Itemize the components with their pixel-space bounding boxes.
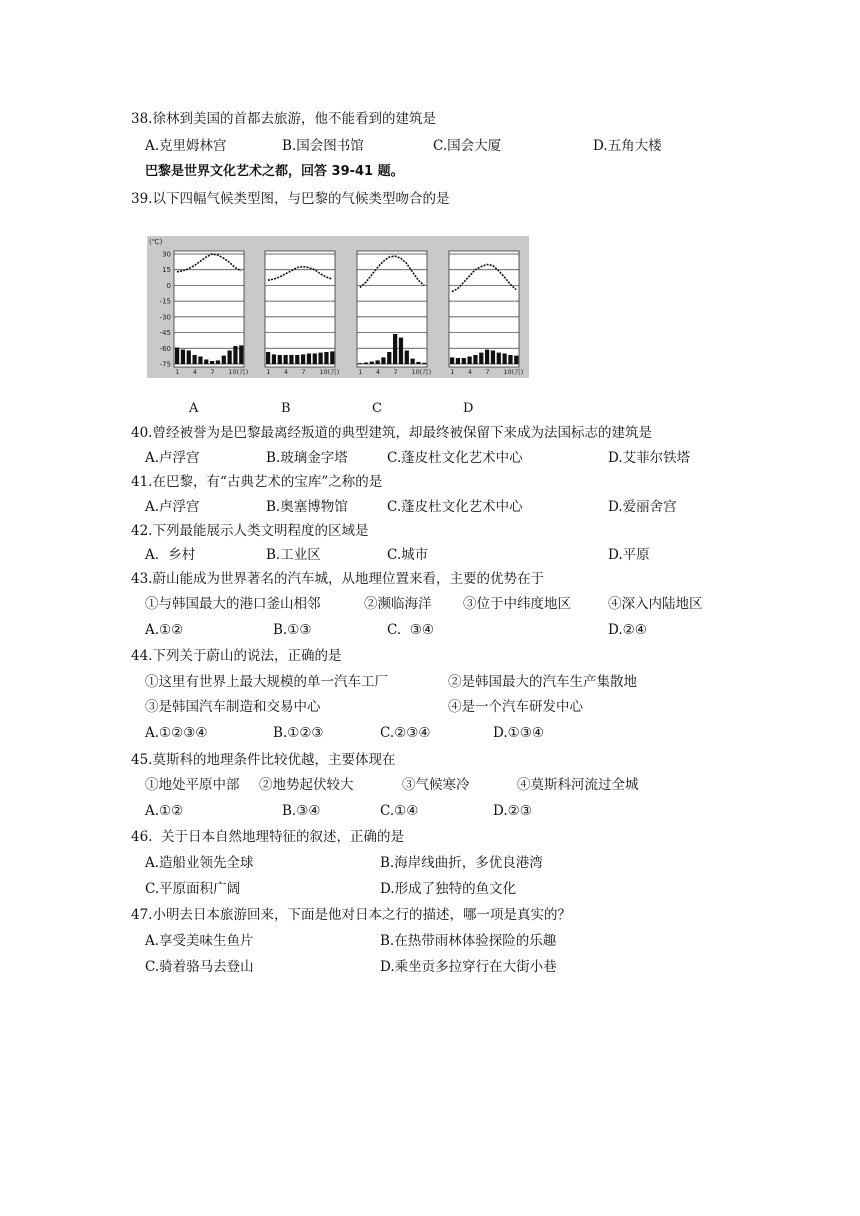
q45-item-4: ④莫斯科河流过全城 <box>517 777 639 793</box>
precip-bar <box>278 355 282 364</box>
question-40-stem: 40.曾经被誉为是巴黎最离经叛道的典型建筑，却最终被保留下来成为法国标志的建筑是 <box>131 425 652 441</box>
q38-option-c: C.国会大厦 <box>433 138 502 154</box>
y-tick-label: -30 <box>159 313 171 322</box>
precip-bar <box>284 355 288 364</box>
precip-bar <box>295 355 299 364</box>
y-tick-label: -75 <box>159 360 171 369</box>
question-45-stem: 45.莫斯科的地理条件比较优越，主要体现在 <box>131 752 396 768</box>
precip-bar <box>468 357 472 365</box>
x-tick-label: 7 <box>393 368 398 376</box>
x-tick-label: 4 <box>375 368 381 376</box>
precip-bar <box>508 355 512 364</box>
q47-option-b: B.在热带雨林体验探险的乐趣 <box>380 933 557 949</box>
q46-option-c: C.平原面积广阔 <box>145 881 241 897</box>
q45-option-a: A.①② <box>145 803 184 819</box>
precip-bar <box>497 353 501 364</box>
q41-option-d: D.爱丽舍宫 <box>608 499 677 515</box>
precip-bar <box>330 351 334 364</box>
precip-bar <box>491 351 495 365</box>
precip-bar <box>358 363 362 364</box>
question-39-stem: 39.以下四幅气候类型图，与巴黎的气候类型吻合的是 <box>131 191 450 207</box>
precip-bar <box>204 360 208 365</box>
precip-bar <box>473 355 477 364</box>
chart-panel-d <box>449 251 519 367</box>
q44-item-3: ③是韩国汽车制造和交易中心 <box>145 699 321 715</box>
q46-option-b: B.海岸线曲折，多优良港湾 <box>380 855 543 871</box>
y-tick-label: 0 <box>166 281 171 290</box>
precip-bar <box>175 348 179 365</box>
precip-bar <box>210 361 214 364</box>
precip-bar <box>181 350 185 364</box>
precip-bar <box>364 363 368 365</box>
x-tick-label: 10(月) <box>319 368 340 376</box>
precip-bar <box>485 350 489 364</box>
precip-bar <box>376 360 380 364</box>
precip-bar <box>422 363 426 364</box>
q47-option-a: A.享受美味生鱼片 <box>145 933 254 949</box>
q40-option-c: C.蓬皮杜文化艺术中心 <box>387 450 523 466</box>
precip-bar <box>387 352 391 364</box>
y-tick-label: -15 <box>159 297 171 306</box>
x-tick-label: 4 <box>283 368 289 376</box>
y-tick-label: 15 <box>162 266 171 275</box>
q43-item-2: ②濒临海洋 <box>364 596 432 612</box>
q44-option-d: D.①③④ <box>493 725 544 741</box>
chart-label-b: B <box>281 401 291 416</box>
x-tick-label: 10(月) <box>228 368 249 376</box>
precip-bar <box>411 359 415 364</box>
chart-panel-c <box>357 251 427 367</box>
q43-item-1: ①与韩国最大的港口釜山相邻 <box>145 596 321 612</box>
precip-bar <box>456 358 460 364</box>
precip-bar <box>222 356 226 364</box>
precip-bar <box>239 345 243 364</box>
precip-bar <box>228 351 232 365</box>
q41-option-a: A.卢浮宫 <box>145 499 200 515</box>
q38-option-b: B.国会图书馆 <box>282 138 364 154</box>
precip-bar <box>301 354 305 364</box>
question-47-stem: 47.小明去日本旅游回来，下面是他对日本之行的描述，哪一项是真实的？ <box>131 907 571 923</box>
y-tick-label: -60 <box>159 344 171 353</box>
q46-option-d: D.形成了独特的鱼文化 <box>380 881 517 897</box>
question-41-stem: 41.在巴黎，有“古典艺术的宝库”之称的是 <box>131 474 383 490</box>
q47-option-c: C.骑着骆马去登山 <box>145 959 254 975</box>
precip-bar <box>324 352 328 364</box>
precip-bar <box>399 338 403 364</box>
q40-option-d: D.艾菲尔铁塔 <box>608 450 691 466</box>
chart-label-a: A <box>189 401 199 416</box>
q45-item-2: ②地势起伏较大 <box>259 777 354 793</box>
q44-option-c: C.②③④ <box>380 725 431 741</box>
precip-bar <box>198 357 202 365</box>
q41-option-c: C.蓬皮杜文化艺术中心 <box>387 499 523 515</box>
y-axis-unit: (℃) <box>149 238 163 246</box>
x-tick-label: 1 <box>358 368 363 376</box>
chart-label-d: D <box>463 401 474 416</box>
chart-panel-b <box>265 251 335 367</box>
q45-option-d: D.②③ <box>493 803 532 819</box>
paris-intro: 巴黎是世界文化艺术之都，回答 39-41 题。 <box>145 164 404 179</box>
q43-option-c: C. ③④ <box>387 622 434 638</box>
precip-bar <box>307 354 311 365</box>
x-tick-label: 7 <box>210 368 215 376</box>
precip-bar <box>479 353 483 364</box>
question-43-stem: 43.蔚山能成为世界著名的汽车城，从地理位置来看，主要的优势在于 <box>131 571 544 587</box>
chart-label-c: C <box>372 401 382 416</box>
x-tick-label: 4 <box>192 368 198 376</box>
q43-option-b: B.①③ <box>273 622 312 638</box>
precip-bar <box>416 362 420 364</box>
q40-option-a: A.卢浮宫 <box>145 450 200 466</box>
precip-bar <box>405 351 409 365</box>
question-46-stem: 46. 关于日本自然地理特征的叙述，正确的是 <box>131 829 405 845</box>
precip-bar <box>393 334 397 364</box>
precip-bar <box>503 354 507 365</box>
climate-charts <box>147 236 529 378</box>
x-tick-label: 1 <box>266 368 271 376</box>
q42-option-c: C.城市 <box>387 547 429 563</box>
q45-option-c: C.①④ <box>380 803 419 819</box>
precip-bar <box>381 357 385 364</box>
precip-bar <box>272 354 276 364</box>
question-42-stem: 42.下列最能展示人类文明程度的区域是 <box>131 523 369 539</box>
q44-option-a: A.①②③④ <box>145 725 208 741</box>
q43-item-3: ③位于中纬度地区 <box>463 596 571 612</box>
q45-option-b: B.③④ <box>282 803 321 819</box>
q42-option-d: D.平原 <box>608 547 650 563</box>
q44-item-2: ②是韩国最大的汽车生产集散地 <box>448 674 637 690</box>
q40-option-b: B.玻璃金字塔 <box>266 450 348 466</box>
precip-bar <box>193 355 197 364</box>
q47-option-d: D.乘坐贡多拉穿行在大街小巷 <box>380 959 557 975</box>
x-tick-label: 10(月) <box>503 368 524 376</box>
q43-option-a: A.①② <box>145 622 184 638</box>
question-38-stem: 38.徐林到美国的首都去旅游，他不能看到的建筑是 <box>131 111 436 127</box>
precip-bar <box>514 356 518 364</box>
precip-bar <box>319 353 323 364</box>
q44-item-4: ④是一个汽车研发中心 <box>448 699 583 715</box>
question-44-stem: 44.下列关于蔚山的说法，正确的是 <box>131 648 342 664</box>
x-tick-label: 7 <box>301 368 306 376</box>
q42-option-b: B.工业区 <box>266 547 321 563</box>
y-tick-label: -45 <box>159 329 171 338</box>
q46-option-a: A.造船业领先全球 <box>145 855 254 871</box>
precip-bar <box>289 355 293 364</box>
precip-bar <box>313 354 317 365</box>
q38-option-a: A.克里姆林宫 <box>145 138 227 154</box>
precip-bar <box>370 362 374 364</box>
x-tick-label: 7 <box>485 368 490 376</box>
x-tick-label: 1 <box>450 368 455 376</box>
q45-item-3: ③气候寒冷 <box>402 777 470 793</box>
q44-item-1: ①这里有世界上最大规模的单一汽车工厂 <box>145 674 388 690</box>
precip-bar <box>266 352 270 364</box>
q43-option-d: D.②④ <box>608 622 647 638</box>
precip-bar <box>450 357 454 364</box>
q43-item-4: ④深入内陆地区 <box>608 596 703 612</box>
x-tick-label: 4 <box>467 368 473 376</box>
x-tick-label: 1 <box>175 368 180 376</box>
precip-bar <box>216 360 220 364</box>
precip-bar <box>187 351 191 365</box>
y-tick-label: 30 <box>162 250 171 259</box>
precip-bar <box>233 346 237 364</box>
q38-option-d: D.五角大楼 <box>593 138 662 154</box>
precip-bar <box>462 358 466 364</box>
q41-option-b: B.奥塞博物馆 <box>266 499 348 515</box>
q44-option-b: B.①②③ <box>273 725 324 741</box>
q42-option-a: A．乡村 <box>145 547 196 563</box>
x-tick-label: 10(月) <box>411 368 432 376</box>
q45-item-1: ①地处平原中部 <box>145 777 240 793</box>
